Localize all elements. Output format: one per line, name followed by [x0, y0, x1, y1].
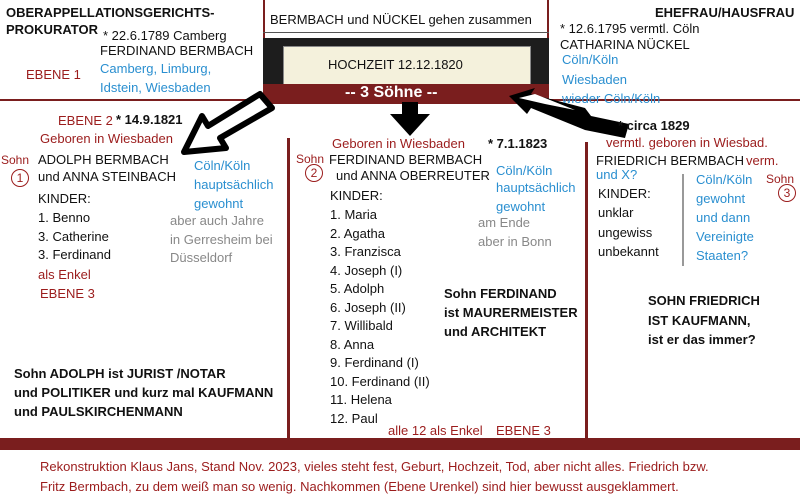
father-places-1: Camberg, Limburg,: [100, 61, 212, 76]
son3-place-3: und dann: [696, 210, 751, 225]
list-item: 6. Joseph (II): [330, 299, 406, 315]
arrow-to-son1: [180, 84, 280, 164]
list-item: 2. Agatha: [330, 225, 385, 241]
list-item: 5. Adolph: [330, 281, 385, 296]
son2-children-label: KINDER:: [330, 188, 383, 203]
list-item: 9. Ferdinand (I): [330, 355, 419, 370]
father-title-line2: PROKURATOR: [6, 22, 98, 37]
son1-place-1: Cöln/Köln: [194, 158, 251, 173]
father-birth: * 22.6.1789 Camberg: [103, 28, 227, 43]
son1-summary-2: und POLITIKER und kurz mal KAUFMANN: [14, 385, 274, 400]
son3-place-2: gewohnt: [696, 191, 746, 206]
column-divider-2: [585, 142, 588, 438]
list-item: 4. Joseph (I): [330, 262, 403, 278]
son1-note-3: Düsseldorf: [170, 250, 233, 265]
son1-place-2: hauptsächlich: [194, 177, 274, 192]
list-item: 10. Ferdinand (II): [330, 373, 430, 389]
mother-birth: * 12.6.1795 vermtl. Cöln: [560, 21, 700, 36]
son2-number: 2: [305, 164, 323, 182]
arrow-to-son2: [384, 100, 444, 140]
son1-spouse: und ANNA STEINBACH: [38, 169, 176, 184]
list-item: 12. Paul: [330, 410, 378, 426]
son3-summary-3: ist er das immer?: [648, 332, 756, 347]
list-item: 3. Franzisca: [330, 244, 401, 259]
list-item: 11. Helena: [330, 392, 392, 407]
son1-name: ADOLPH BERMBACH: [38, 152, 169, 167]
bottom-bar: [0, 438, 800, 450]
son2-born: Geboren in Wiesbaden: [332, 136, 465, 151]
son3-place-1: Cöln/Köln: [696, 172, 753, 187]
wedding-date: HOCHZEIT 12.12.1820: [328, 57, 463, 72]
son2-spouse: und ANNA OBERREUTER: [336, 168, 490, 183]
son2-name: FERDINAND BERMBACH: [329, 152, 483, 167]
ebene-1: EBENE 1: [26, 67, 81, 82]
son2-date: * 7.1.1823: [488, 136, 548, 151]
son1-children-label: KINDER:: [38, 191, 91, 206]
mother-title: EHEFRAU/HAUSFRAU: [655, 5, 795, 20]
list-item: 8. Anna: [330, 336, 375, 352]
footer-line-1: Rekonstruktion Klaus Jans, Stand Nov. 2023, vieles steht fest, Geburt, Hochzeit, Tod, aber nicht alles. Friedrich bzw.: [40, 459, 709, 474]
mother-name: CATHARINA NÜCKEL: [560, 37, 690, 52]
mother-places-3: wieder Cöln/Köln: [562, 91, 661, 106]
sons-banner: -- 3 Söhne --: [345, 84, 438, 101]
son2-summary-1: Sohn FERDINAND: [444, 286, 557, 301]
son1-born: Geboren in Wiesbaden: [40, 131, 173, 146]
ebene-3-mid: EBENE 3: [496, 423, 551, 438]
son1-children-list: [38, 209, 111, 265]
son3-summary-1: SOHN FRIEDRICH: [648, 293, 760, 308]
son3-place-4: Vereinigte: [696, 229, 754, 244]
son1-date: * 14.9.1821: [116, 112, 183, 127]
header-title-underline: [263, 32, 549, 33]
son3-children-2: ungewiss: [598, 225, 653, 240]
mother-places-2: Wiesbaden: [562, 72, 628, 87]
son3-number: 3: [778, 184, 796, 202]
son3-born: vermtl. geboren in Wiesbad.: [606, 135, 768, 150]
son1-label: Sohn: [1, 153, 30, 167]
son3-place-q: und X?: [596, 167, 638, 182]
column-divider-1: [287, 138, 290, 438]
father-title-line1: OBERAPPELLATIONSGERICHTS-: [6, 5, 215, 20]
son2-place-1: Cöln/Köln: [496, 163, 553, 178]
son3-children-1: unklar: [598, 205, 634, 220]
son2-note-1: am Ende: [478, 215, 531, 230]
father-name: FERDINAND BERMBACH: [100, 43, 254, 58]
footer-line-2: Fritz Bermbach, zu dem weiß man so wenig. Nachkommen (Ebene Urenkel) sind hier bewusst ausgeklammert.: [40, 479, 679, 494]
son1-summary-1: Sohn ADOLPH ist JURIST /NOTAR: [14, 366, 226, 381]
list-item: 1. Benno: [38, 210, 91, 225]
son1-grandchild-note: als Enkel: [38, 267, 91, 282]
son2-summary-3: und ARCHITEKT: [444, 324, 547, 339]
list-item: 7. Willibald: [330, 318, 393, 333]
son1-place-3: gewohnt: [194, 196, 244, 211]
ebene-3-left: EBENE 3: [40, 286, 95, 301]
son3-children-3: unbekannt: [598, 244, 659, 259]
son1-note-2: in Gerresheim bei: [170, 232, 273, 247]
son2-place-2: hauptsächlich: [496, 180, 576, 195]
son3-name: FRIEDRICH BERMBACH: [596, 153, 745, 168]
mother-places-1: Cöln/Köln: [562, 52, 619, 67]
son3-summary-2: IST KAUFMANN,: [648, 313, 751, 328]
son2-children-list: [330, 206, 430, 428]
son1-note-1: aber auch Jahre: [170, 213, 264, 228]
son1-summary-3: und PAULSKIRCHENMANN: [14, 404, 183, 419]
center-title: BERMBACH und NÜCKEL gehen zusammen: [270, 12, 532, 27]
son3-children-label: KINDER:: [598, 186, 651, 201]
son2-label: Sohn: [296, 152, 325, 166]
son2-note-2: aber in Bonn: [478, 234, 552, 249]
son2-grandchild-note: alle 12 als Enkel: [388, 423, 483, 438]
son3-label: Sohn: [766, 172, 795, 186]
ebene-2: EBENE 2: [58, 113, 113, 128]
son3-date: * circa 1829: [618, 118, 690, 133]
father-places-2: Idstein, Wiesbaden: [100, 80, 211, 95]
son3-place-5: Staaten?: [696, 248, 749, 263]
list-item: 3. Ferdinand: [38, 247, 111, 262]
son3-name-suffix: verm.: [746, 153, 779, 168]
son2-summary-2: ist MAURERMEISTER: [444, 305, 578, 320]
son3-separator: [682, 174, 684, 266]
son1-number: 1: [11, 169, 29, 187]
son2-place-3: gewohnt: [496, 199, 546, 214]
list-item: 3. Catherine: [38, 228, 109, 244]
list-item: 1. Maria: [330, 207, 377, 222]
